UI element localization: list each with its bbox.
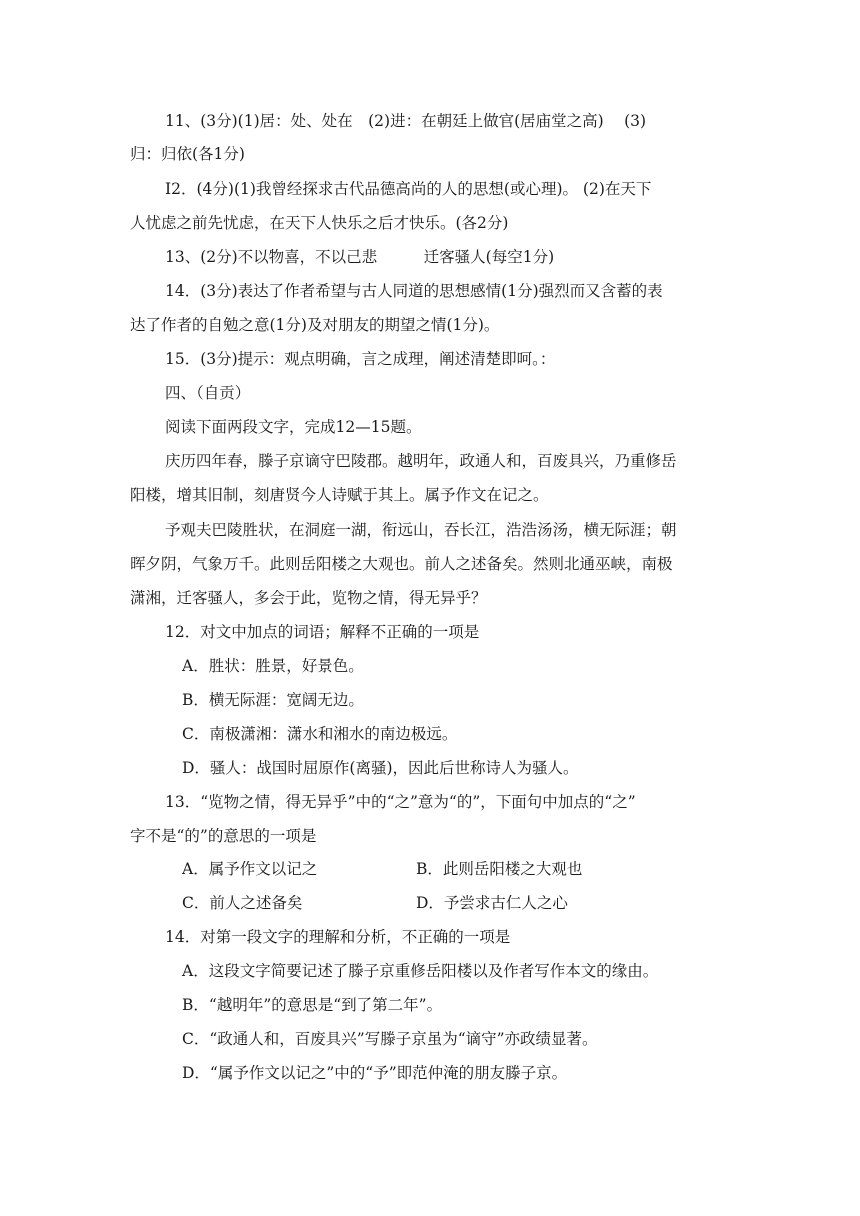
question-13-stem-line-1: 13．“览物之情，得无异乎”中的“之”意为“的”，下面句中加点的“之” — [165, 793, 636, 811]
question-14-option-d: D．“属予作文以记之”中的“予”即范仲淹的朋友滕子京。 — [182, 1064, 568, 1082]
passage-2-line-3: 潇湘，迁客骚人，多会于此，览物之情，得无异乎？ — [130, 589, 487, 607]
question-13-stem-line-2: 字不是“的”的意思的一项是 — [130, 827, 317, 845]
question-12-option-a: A．胜状：胜景，好景色。 — [182, 657, 364, 675]
passage-2-line-1: 予观夫巴陵胜状，在洞庭一湖，衔远山，吞长江，浩浩汤汤，横无际涯；朝 — [165, 521, 677, 539]
question-13-option-d: D．予尝求古仁人之心 — [416, 894, 568, 912]
answer-12-line-1: I2．(4分)(1)我曾经探求古代品德高尚的人的思想(或心理)。 (2)在天下 — [165, 180, 652, 198]
answer-14-line-2: 达了作者的自勉之意(1分)及对朋友的期望之情(1分)。 — [130, 316, 500, 334]
question-14-option-a: A．这段文字简要记述了滕子京重修岳阳楼以及作者写作本文的缘由。 — [182, 962, 659, 980]
passage-2-line-2: 晖夕阴，气象万千。此则岳阳楼之大观也。前人之述备矣。然则北通巫峡，南极 — [130, 555, 673, 573]
passage-1-line-1: 庆历四年春，滕子京谪守巴陵郡。越明年，政通人和，百废具兴，乃重修岳 — [165, 452, 677, 470]
answer-11-line-1: 11、(3分)(1)居：处、处在 (2)进：在朝廷上做官(居庙堂之高) (3) — [165, 112, 647, 130]
answer-13: 13、(2分)不以物喜，不以己悲 迁客骚人(每空1分) — [165, 248, 555, 266]
answer-15: 15．(3分)提示：观点明确，言之成理，阐述清楚即呵。： — [165, 350, 556, 368]
question-14-option-b: B．“越明年”的意思是“到了第二年”。 — [182, 996, 443, 1014]
question-13-option-b: B．此则岳阳楼之大观也 — [416, 860, 583, 878]
passage-1-line-2: 阳楼，增其旧制，刻唐贤今人诗赋于其上。属予作文在记之。 — [130, 486, 549, 504]
question-12-option-c: C．南极潇湘：潇水和湘水的南边极远。 — [182, 725, 458, 743]
answer-11-line-2: 归：归依(各1分) — [130, 145, 245, 163]
question-12-stem: 12．对文中加点的词语；解释不正确的一项是 — [165, 623, 480, 641]
question-14-stem: 14．对第一段文字的理解和分析，不正确的一项是 — [165, 928, 511, 946]
answer-14-line-1: 14．(3分)表达了作者希望与古人同道的思想感情(1分)强烈而又含蓄的表 — [165, 282, 663, 300]
question-13-option-c: C．前人之述备矣 — [182, 894, 303, 912]
question-14-option-c: C．“政通人和，百废具兴”写滕子京虽为“谪守”亦政绩显著。 — [182, 1030, 598, 1048]
answer-12-line-2: 人忧虑之前先忧虑，在天下人快乐之后才快乐。(各2分) — [130, 214, 509, 232]
section-heading: 四、（自贡） — [165, 384, 251, 402]
question-12-option-d: D．骚人：战国时屈原作(离骚)，因此后世称诗人为骚人。 — [182, 759, 579, 777]
reading-instruction: 阅读下面两段文字，完成12—15题。 — [165, 418, 422, 436]
question-13-option-a: A．属予作文以记之 — [182, 860, 318, 878]
question-12-option-b: B．横无际涯：宽阔无边。 — [182, 691, 364, 709]
